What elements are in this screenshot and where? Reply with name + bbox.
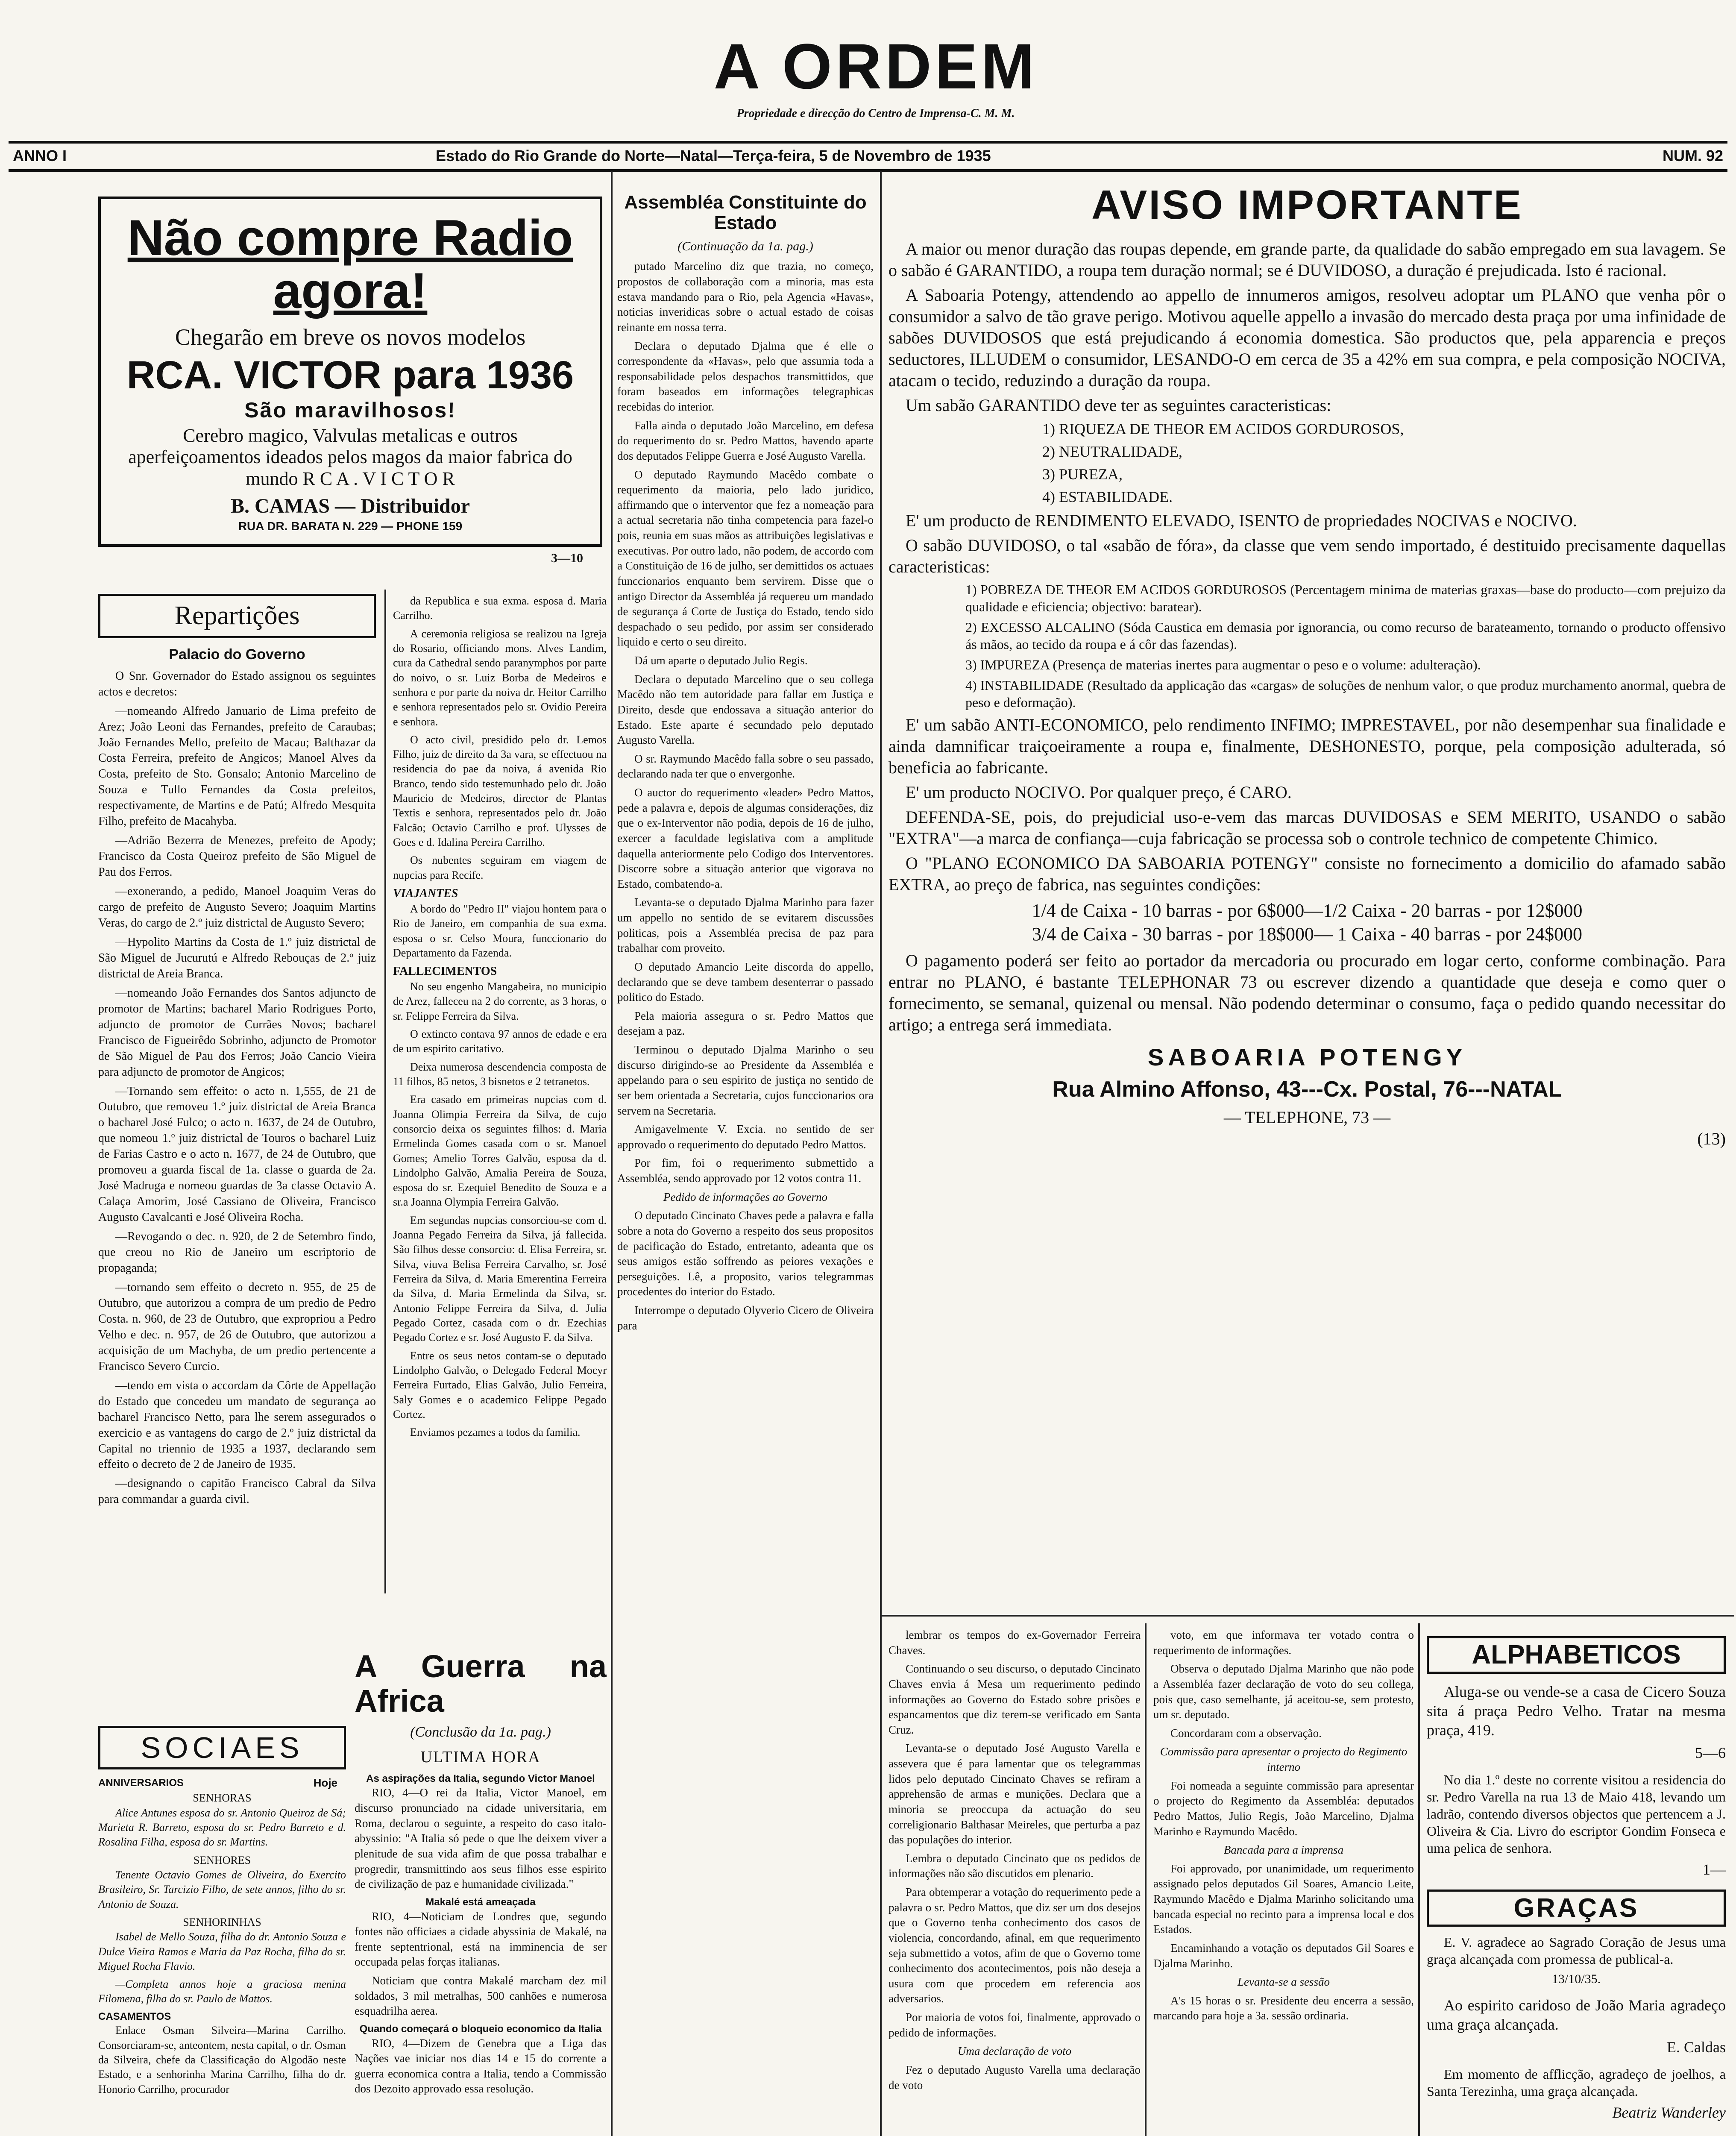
classified-code: 1—	[1703, 1860, 1726, 1878]
today-label: Hoje	[313, 1776, 337, 1790]
paragraph: Interrompe o deputado Olyverio Cicero de Oliveira para	[617, 1304, 874, 1332]
viajantes-heading: VIAJANTES	[393, 886, 458, 900]
radio-advertisement	[98, 197, 602, 547]
paragraph: Continuando o seu discurso, o deputado Cincinato Chaves envia á Mesa um requerimento pedindo informações ao Governo do Estado sobre prisões e espancamentos que diz terem-se verificado em Santa Cruz.	[889, 1662, 1141, 1736]
falecimentos-heading: FALLECIMENTOS	[393, 965, 497, 978]
radio-ad-code: 3—10	[551, 551, 583, 565]
casamentos-label: CASAMENTOS	[98, 2010, 171, 2022]
column-rule	[384, 590, 386, 1593]
aviso-code: (13)	[1697, 1129, 1726, 1148]
paragraph: Levanta-se o deputado Djalma Marinho para fazer um appello no sentido de se evitarem discussões politicas, pois a Assembléa precisa de paz para trabalhar com proveito.	[617, 896, 874, 955]
paragraph: Em momento de afflicção, agradeço de joelhos, a Santa Terezinha, uma graça alcançada.	[1427, 2066, 1726, 2099]
list-item: 4) INSTABILIDADE (Resultado da applicação das «cargas» de soluções de nenhum valor, o que produz murchamento anormal, quebra de peso e deformação).	[965, 678, 1726, 710]
subheading: Bancada para a imprensa	[1223, 1843, 1344, 1857]
paragraph: A Saboaria Potengy, attendendo ao appello de innumeros amigos, resolveu adoptar um PLANO que venha pôr o consumidor a salvo de tão grave perigo. Motivou aquelle appello a invasão do mercado desta praça por uma infinidade de sabões DUVIDOSOS que está prejudicando á economia domestica. São productos que, pela apparencia e preços seductores, ILLUDEM o consumidor, LESANDO-O em cerca de 35 a 42% em sua compra, e pela composição NOCIVA, atacam o tecido, reduzindo a duração da roupa.	[889, 285, 1726, 390]
paragraph: O sabão DUVIDOSO, o tal «sabão de fóra», da classe que vem sendo importado, é destituido precisamente daquellas caracteristicas:	[889, 536, 1726, 576]
dateline: Estado do Rio Grande do Norte—Natal—Terça-feira, 5 de Novembro de 1935	[436, 147, 991, 164]
paragraph: O "PLANO ECONOMICO DA SABOARIA POTENGY" consiste no fornecimento a domicilio do afamado sabão EXTRA, ao preço de fabrica, nas seguintes condições:	[889, 854, 1726, 894]
paragraph: Dá um aparte o deputado Julio Regis.	[634, 654, 808, 667]
paragraph: E' um sabão ANTI-ECONOMICO, pelo rendimento INFIMO; IMPRESTAVEL, por não desempenhar sua finalidade e ainda damnificar traiçoeiramente a roupa e, finalmente, DESHONESTO, porque, pela composição adulterada, só beneficia ao fabricante.	[889, 715, 1726, 777]
paragraph: A ceremonia religiosa se realizou na Igreja do Rosario, officiando mons. Alves Landim, cura da Cathedral sendo paranymphos por parte do noivo, o sr. Luiz Borba de Medeiros e senhora e por parte da noiva dr. Heitor Carrilho e senhora representados pelo sr. Ovidio Pereira e senhora.	[393, 627, 607, 728]
classified-code: 5—6	[1695, 1744, 1726, 1761]
paragraph: O pagamento poderá ser feito ao portador da mercadoria ou procurado em logar certo, conforme combinação. Para entrar no PLANO, é bastante TELEPHONAR 73 ou escrever dizendo a quantidade que deseja e como quer o fornecimento, se semanal, quizenal ou mensal. Não podendo determinar o consumo, faça o pedido quando necessitar do artigo; a entrega será immediata.	[889, 951, 1726, 1034]
aviso-address: Rua Almino Affonso, 43---Cx. Postal, 76---NATAL	[1052, 1077, 1562, 1102]
paragraph: Lembra o deputado Cincinato que os pedidos de informações não são discutidos em plenario.	[889, 1851, 1141, 1880]
paragraph: O deputado Raymundo Macêdo combate o requerimento da maioria, pelo lado juridico, affirmando que o interventor que fez a nomeação para a actual secretaria não tinha competencia para fazel-o pois, reunia em suas mãos as attribuições legislativas e executivas. Por outro lado, não podem, de accordo com a Constituição de 16 de julho, ser demittidos os actuaes funccionarios enquanto bem servirem. Disse que o antigo Director da Assembléa já requereu um mandado de segurança á Corte de Justiça do Estado, tendo sido despachado o seu pedido, por assim ser considerado liquido e certo o seu direito.	[617, 468, 874, 648]
paragraph: —Tornando sem effeito: o acto n. 1,555, de 21 de Outubro, que removeu 1.º juiz districtal de Areia Branca o bacharel José Fulco; o acto n. 1637, de 24 de Outubro, que nomeou 1.º juiz districtal de Touros o bacharel Luiz de Farias Castro e o acto n. 1677, de 24 de Outubro, que promoveu a guarda fiscal de 1a. classe o guarda de 2a. José Madruga e nomeou guardas de 3a classe Octavio A. Calaça Amorim, José Cassiano de Oliveira, Francisco Augusto Cavalcanti e José Oliveira Rocha.	[98, 1084, 376, 1224]
list-item: 1) RIQUEZA DE THEOR EM ACIDOS GORDUROSOS,	[1042, 420, 1404, 437]
paragraph: voto, em que informava ter votado contra o requerimento de informações.	[1153, 1628, 1414, 1657]
reparticoes-heading: Repartições	[98, 594, 376, 638]
subheading: Levanta-se a sessão	[1237, 1975, 1330, 1989]
alphabeticos-heading: ALPHABETICOS	[1427, 1636, 1726, 1674]
dateline-bar	[9, 141, 1727, 172]
paragraph: A bordo do "Pedro II" viajou hontem para o Rio de Janeiro, em companhia de sua exma. esposa o sr. Celso Moura, funccionario do Departamento da Fazenda.	[393, 902, 607, 959]
paragraph: No dia 1.º deste no corrente visitou a residencia do sr. Pedro Varella na rua 13 de Maio 418, levando um ladrão, contendo diversos objectos que pertencem a J. Oliveira & Cia. Livro do escriptor Gondim Fonseca e uma pelica de senhora.	[1427, 1772, 1726, 1856]
paragraph: Encaminhando a votação os deputados Gil Soares e Djalma Marinho.	[1153, 1941, 1414, 1970]
paragraph: DEFENDA-SE, pois, do prejudicial uso-e-vem das marcas DUVIDOSAS e SEM MERITO, USANDO o sabão "EXTRA"—a marca de confiança—cuja fabricação se processa sob o controle technico de competente Chimico.	[889, 807, 1726, 848]
radio-ad-address: RUA DR. BARATA N. 229 — PHONE 159	[238, 519, 463, 533]
paragraph: Enviamos pezames a todos da familia.	[410, 1426, 581, 1439]
paragraph: Terminou o deputado Djalma Marinho o seu discurso dirigindo-se ao Presidente da Assembléa e appelando para o seu espirito de justiça no sentido de ser bem orientada a Secretaria, cujos funccionarios ora servem na Secretaria.	[617, 1043, 874, 1117]
assembleia-continued-column	[889, 1628, 1141, 2136]
list-item: 2) EXCESSO ALCALINO (Sóda Caustica em demasia por ignorancia, ou como recurso de barateamento, tornando o producto offensivo ás mãos, ao tecido da roupa e á côr das fazendas).	[965, 619, 1726, 652]
section-rule	[880, 1615, 1734, 1617]
paragraph: Um sabão GARANTIDO deve ter as seguintes caracteristicas:	[906, 396, 1331, 415]
sociaes-heading: SOCIAES	[98, 1726, 346, 1769]
paragraph: Foi approvado, por unanimidade, um requerimento assignado pelos deputados Gil Soares, Amancio Leite, Raymundo Macêdo e Djalma Marinho solicitando uma bancada especial no recinto para a imprensa local e dos Estados.	[1153, 1862, 1414, 1936]
radio-ad-distributor: B. CAMAS — Distribuidor	[230, 494, 470, 517]
subheading: Pedido de informações ao Governo	[663, 1190, 827, 1203]
paragraph: Para obtemperar a votação do requerimento pede a palavra o sr. Pedro Mattos, que diz ser um dos desejos que o Governo tenha conhecimento dos casos de violencia, concordando, afinal, em que requerimento seja submettido a votos, afim de que o Governo tome conhecimento dos acontecimentos, pois não deseja a usura com que procedem em referencia aos adversarios.	[889, 1886, 1141, 2005]
social-notes-column	[393, 594, 607, 1576]
paragraph: —nomeando Alfredo Januario de Lima prefeito de Arez; João Leoni das Fernandes, prefeito de Caraubas; João Fernandes Mello, prefeito de Macau; Balthazar da Costa Ferreira, prefeito de Angicos; Manoel Alves da Costa, prefeito de Sto. Gonsalo; Antonio Marcelino de Souza e Tullo Fernandes da Costa prefeitos, respectivamente, de Martins e de Patú; Alfredo Mesquita Filho, prefeito de Macahyba.	[98, 704, 376, 828]
paragraph: Tenente Octavio Gomes de Oliveira, do Exercito Brasileiro, Sr. Tarcizio Filho, de sete annos, filho do sr. Antonio de Souza.	[98, 1868, 346, 1910]
paragraph: Foi nomeada a seguinte commissão para apresentar o projecto do Regimento da Assembléa: deputados Pedro Mattos, Julio Regis, João Marcelino, Djalma Marinho e Raymundo Macêdo.	[1153, 1779, 1414, 1838]
list-item: 1) POBREZA DE THEOR EM ACIDOS GORDUROSOS (Percentagem minima de materias graxas—base do producto—com prejuizo da qualidade e eficiencia; objectivo: baratear).	[965, 582, 1726, 614]
paragraph: O acto civil, presidido pelo dr. Lemos Filho, juiz de direito da 3a vara, se effectuou na residencia do pae da noiva, á avenida Rio Branco, tendo sido testemunhado pelo dr. João Mauricio de Medeiros, director de Plantas Textis e senhora, representados pelo dr. João Falcão; Octavio Carrilho e prof. Ulysses de Goes e d. Idalina Pereira Carrilho.	[393, 733, 607, 848]
paragraph: E' um producto de RENDIMENTO ELEVADO, ISENTO de propriedades NOCIVAS e NOCIVO.	[906, 511, 1577, 530]
year-label: ANNO I	[13, 147, 67, 164]
paragraph: Noticiam que contra Makalé marcham dez mil soldados, 3 mil metralhas, 500 canhões e numerosa esquadrilha aerea.	[355, 1974, 607, 2018]
paragraph: A maior ou menor duração das roupas depende, em grande parte, da qualidade do sabão empregado em sua lavagem. Se o sabão é GARANTIDO, a roupa tem duração normal; se é DUVIDOSO, a duração é prejudicada. Isto é racional.	[889, 239, 1726, 280]
paragraph: RIO, 4—O rei da Italia, Victor Manoel, em discurso pronunciado na cidade universitaria, em Roma, declarou o seguinte, a respeito do caso italo-abyssinio: "A Italia só pede o que lhe deixem viver a plenitude de sua vida afim de que possa trabalhar e progredir, transmittindo aos seus filhos esse espirito de civilização de paz e humanidade civilizada."	[355, 1786, 607, 1891]
paragraph: E' um producto NOCIVO. Por qualquer preço, é CARO.	[906, 783, 1292, 802]
aviso-company: SABOARIA POTENGY	[1148, 1044, 1466, 1071]
paragraph: da Republica e sua exma. esposa d. Maria Carrilho.	[393, 595, 607, 622]
senhores-label: SENHORES	[193, 1854, 251, 1866]
paragraph: Deixa numerosa descendencia composta de 11 filhos, 85 netos, 3 bisnetos e 2 tetranetos.	[393, 1060, 607, 1088]
guerra-africa-article	[355, 1649, 607, 2136]
paragraph: Falla ainda o deputado João Marcelino, em defesa do requerimento do sr. Pedro Mattos, havendo aparte dos deputados Felippe Guerra e José Augusto Varella.	[617, 419, 874, 462]
paragraph: O auctor do requerimento «leader» Pedro Mattos, pede a palavra e, depois de algumas considerações, diz que o ex-Interventor não podia, depois de 16 de julho, exercer a faculdade legislativa com a amplitude daquella anteriormente pelo Codigo dos Interventores. Discorre sobre a situação anterior que vigorava no Estado, combatendo-a.	[617, 786, 874, 890]
paragraph: putado Marcelino diz que trazia, no começo, propostos de collaboração com a minoria, mas esta estava mandando para o Rio, pela Agencia «Havas», noticias inveridicas sobre o actual estado de coisas reinante em nossa terra.	[617, 260, 874, 334]
paragraph: O deputado Amancio Leite discorda do appello, declarando que se deve tambem desenterrar o passado politico do Estado.	[617, 960, 874, 1004]
aviso-phone: — TELEPHONE, 73 —	[1223, 1108, 1391, 1127]
paragraph: Fez o deputado Augusto Varella uma declaração de voto	[889, 2063, 1141, 2092]
paragraph: RIO, 4—Noticiam de Londres que, segundo fontes não officiaes a cidade abyssinia de Makalé, na frente septentrional, está na imminencia de ser occupada pelas forças italianas.	[355, 1910, 607, 1969]
gracas-signature: Beatriz Wanderley	[1612, 2104, 1726, 2121]
guerra-label: ULTIMA HORA	[420, 1748, 541, 1766]
list-item: 2) NEUTRALIDADE,	[1042, 443, 1182, 460]
paragraph: Observa o deputado Djalma Marinho que não pode a Assembléa fazer declaração de voto do seu collega, pois que, caso semelhante, já aceitou-se, sem protesto, um sr. deputado.	[1153, 1662, 1414, 1721]
gracas-date: 13/10/35.	[1551, 1972, 1601, 1986]
paragraph: Declara o deputado Djalma que é elle o correspondente da «Havas», pelo que assumia toda a responsabilidade pelos despachos transmittidos, que foram baseados em informações telegraphicas recebidas do interior.	[617, 339, 874, 413]
paragraph: —Hypolito Martins da Costa de 1.º juiz districtal de São Miguel de Jucurutú e Alfredo Rebouças de 2.º juiz districtal de Areia Branca.	[98, 935, 376, 980]
paragraph: Ao espirito caridoso de João Maria agradeço uma graça alcançada.	[1427, 1996, 1726, 2033]
assembleia-continued-column-2	[1153, 1628, 1414, 2136]
paragraph: —Revogando o dec. n. 920, de 2 de Setembro findo, que creou no Rio de Janeiro um escriptorio de propaganda;	[98, 1230, 376, 1275]
assembleia-column	[617, 192, 874, 2136]
paragraph: Por maioria de votos foi, finalmente, approvado o pedido de informações.	[889, 2011, 1141, 2039]
paragraph: Isabel de Mello Souza, filha do dr. Antonio Souza e Dulce Vieira Ramos e Maria da Paz Rocha, filha do sr. Miguel Rocha Flavio.	[98, 1931, 346, 1972]
radio-ad-headline: Não compre Radio agora!	[127, 210, 573, 319]
paragraph: —nomeando João Fernandes dos Santos adjuncto de promotor de Martins; bacharel Mario Rodrigues Porto, adjuncto de promotor de Currães Novos; bacharel Francisco de Figueirêdo Sobrinho, adjuncto de Promotor de São Miguel de Pau dos Ferros; João Cancio Vieira para adjuncto de promotor de Angicos;	[98, 986, 376, 1079]
paragraph: O deputado Cincinato Chaves pede a palavra e falla sobre a nota do Governo a respeito dos seus propositos de pacificação do Estado, entretanto, adeanta que os seus amigos estão soffrendo as peiores vexações e perseguições. Lê, a proposito, varios telegrammas procedentes do interior do Estado.	[617, 1209, 874, 1298]
column-rule	[880, 171, 882, 2136]
reparticoes-subheading: Palacio do Governo	[169, 646, 305, 663]
paragraph: A's 15 horas o sr. Presidente deu encerra a sessão, marcando para hoje a 3a. sessão ordinaria.	[1153, 1994, 1414, 2022]
radio-ad-tagline: São maravilhosos!	[244, 398, 456, 422]
column-rule	[611, 171, 613, 2136]
aviso-advertisement	[889, 179, 1726, 1606]
list-item: 4) ESTABILIDADE.	[1042, 488, 1173, 505]
paragraph: —designando o capitão Francisco Cabral da Silva para commandar a guarda civil.	[98, 1477, 376, 1506]
paragraph: Era casado em primeiras nupcias com d. Joanna Olimpia Ferreira da Silva, de cujo consorcio deixa os seguintes filhos: d. Maria Ermelinda Gomes casada com o sr. Manoel Gomes; Amelio Torres Galvão, esposa da d. Lindolpho Galvão, Amalia Pereira de Souza, esposa do sr. Ezequiel Benedito de Souza e a sr.a Joanna Olympia Ferreira Galvão.	[393, 1093, 607, 1209]
paragraph: Pela maioria assegura o sr. Pedro Mattos que desejam a paz.	[617, 1009, 874, 1038]
guerra-continuation: (Conclusão da 1a. pag.)	[410, 1724, 551, 1740]
paragraph: lembrar os tempos do ex-Governador Ferreira Chaves.	[889, 1628, 1141, 1657]
paragraph: —tornando sem effeito o decreto n. 955, de 25 de Outubro, que autorizou a compra de um predio de Pedro Costa. n. 960, de 23 de Outubro, que expropriou a Pedro Velho e dec. n. 957, de 26 de Outubro, que autorizou a acquisição de um Machyba, de um predio pertencente a Francisco Severo Curcio.	[98, 1280, 376, 1373]
gracas-signature: E. Caldas	[1667, 2038, 1726, 2056]
radio-ad-body: Cerebro magico, Valvulas metalicas e outros aperfeiçoamentos ideados pelos magos da maior fabrica do mundo R C A . V I C T O R	[128, 425, 572, 489]
paragraph: Entre os seus netos contam-se o deputado Lindolpho Galvão, o Delegado Federal Mocyr Ferreira Furtado, Elias Galvão, Julio Ferreira, Saly Gomes e o academico Felippe Pegado Cortez.	[393, 1349, 607, 1420]
column-rule	[1145, 1623, 1147, 2136]
masthead-title: A ORDEM	[713, 30, 1038, 102]
paragraph: —Completa annos hoje a graciosa menina Filomena, filha do sr. Paulo de Mattos.	[98, 1978, 346, 2005]
paragraph: O sr. Raymundo Macêdo falla sobre o seu passado, declarando nada ter que o envergonhe.	[617, 752, 874, 780]
subheading: Uma declaração de voto	[957, 2045, 1072, 2058]
paragraph: Declara o deputado Marcelino que o seu collega Macêdo não tem autoridade para fallar em Justiça e Direito, desde que endossava a situação anterior do Estado. Este aparte é secundado pelo deputado Augusto Varella.	[617, 672, 874, 747]
radio-ad-line: Chegarão em breve os novos modelos	[175, 324, 526, 350]
paragraph: Levanta-se o deputado José Augusto Varella e assevera que é para lamentar que os telegrammas lidos pelo deputado Cincinato Chaves se refiram a apprehensão de armas e munições. Declara que a minoria se preoccupa da actuação do seu correligionario Balthasar Meireles, que perturba a paz das populações do interior.	[889, 1742, 1141, 1846]
guerra-subhead: As aspirações da Italia, segundo Victor Manoel	[366, 1772, 595, 1784]
paragraph: Alice Antunes esposa do sr. Antonio Queiroz de Sá; Marieta R. Barreto, esposa do sr. Pedro Barreto e d. Rosalina Filha, esposa do sr. Martins.	[98, 1806, 346, 1848]
assembleia-heading: Assembléa Constituinte do Estado	[624, 192, 867, 234]
anniversaries-label: ANNIVERSARIOS	[98, 1777, 184, 1789]
classifieds-column	[1427, 1636, 1726, 2136]
list-item: 3) IMPUREZA (Presença de materias inertes para augmentar o peso e o volume: adulteração).	[965, 657, 1481, 672]
gracas-heading: GRAÇAS	[1427, 1890, 1726, 1927]
senhoras-label: SENHORAS	[193, 1792, 252, 1804]
paragraph: Enlace Osman Silveira—Marina Carrilho. Consorciaram-se, anteontem, nesta capital, o dr. Osman da Silveira, chefe da Classificação do Algodão neste Estado, e a senhorinha Marina Carrilho, filha do dr. Honorio Carrilho, procurador	[98, 2024, 346, 2095]
subheading: Commissão para apresentar o projecto do Regimento interno	[1160, 1745, 1408, 1773]
aviso-headline: AVISO IMPORTANTE	[1091, 182, 1523, 228]
price-line: 1/4 de Caixa - 10 barras - por 6$000—1/2 Caixa - 20 barras - por 12$000	[1032, 900, 1583, 921]
paragraph: Por fim, foi o requerimento submettido a Assembléa, sendo approvado por 12 votos contra 11.	[617, 1156, 874, 1185]
radio-ad-brand: RCA. VICTOR para 1936	[126, 353, 574, 397]
paragraph: —exonerando, a pedido, Manoel Joaquim Veras do cargo de prefeito de Augusto Severo; Joaquim Martins Veras, do cargo de 2.º juiz districtal de Augusto Severo;	[98, 885, 376, 930]
issue-number: NUM. 92	[1662, 147, 1723, 164]
paragraph: Concordaram com a observação.	[1170, 1726, 1322, 1740]
paragraph: —tendo em vista o accordam da Côrte de Appellação do Estado que concedeu um mandato de segurança ao bacharel Francisco Netto, para lhe serem assegurados o exercicio e as vantagens do cargo de 2.º juiz districtal da Capital no triennio de 1935 a 1937, declarando sem effeito o decreto de 2 de Janeiro de 1935.	[98, 1379, 376, 1471]
guerra-subhead: Quando começará o bloqueio economico da Italia	[359, 2023, 602, 2035]
sociaes-column	[98, 1726, 346, 2136]
paragraph: No seu engenho Mangabeira, no municipio de Arez, falleceu na 2 do corrente, as 3 horas, o sr. Felippe Ferreira da Silva.	[393, 980, 607, 1022]
paragraph: Os nubentes seguiram em viagem de nupcias para Recife.	[393, 854, 607, 881]
list-item: 3) PUREZA,	[1042, 466, 1123, 483]
paragraph: Amigavelmente V. Excia. no sentido de ser approvado o requerimento do deputado Pedro Mattos.	[617, 1123, 874, 1151]
paragraph: O Snr. Governador do Estado assignou os seguintes actos e decretos:	[98, 669, 376, 698]
paragraph: RIO, 4—Dizem de Genebra que a Liga das Nações vae iniciar nos dias 14 e 15 do corrente a guerra economica contra a Italia, tendo a Commissão dos Dezoito approvado essa resolução.	[355, 2036, 607, 2095]
paragraph: E. V. agradece ao Sagrado Coração de Jesus uma graça alcançada com promessa de publical-a.	[1427, 1934, 1726, 1967]
guerra-headline: A Guerra na Africa	[355, 1649, 607, 1719]
assembleia-continuation: (Continuação da 1a. pag.)	[677, 239, 813, 253]
column-rule	[1418, 1623, 1420, 2136]
masthead-subtitle: Propriedade e direcção do Centro de Imprensa-C. M. M.	[736, 107, 1015, 120]
paragraph: Aluga-se ou vende-se a casa de Cicero Souza sita á praça Pedro Velho. Tratar na mesma praça, 419.	[1427, 1683, 1726, 1739]
guerra-subhead: Makalé está ameaçada	[425, 1896, 536, 1908]
paragraph: O extincto contava 97 annos de edade e era de um espirito caritativo.	[393, 1028, 607, 1055]
paragraph: —Adrião Bezerra de Menezes, prefeito de Apody; Francisco da Costa Queiroz prefeito de São Miguel de Pau dos Ferros.	[98, 834, 376, 879]
paragraph: Em segundas nupcias consorciou-se com d. Joanna Pegado Ferreira da Silva, já fallecida. São filhos desse consorcio: d. Elisa Ferreira, sr. Silva, viuva Belisa Ferreira Carvalho, sr. José Ferreira da Silva, d. Maria Emerentina Ferreira da Silva, d. Maria Ermelinda da Silva, sr. Antonio Felippe Ferreira da Silva, d. Julia Pegado Cortez, casada com o dr. Ezechias Pegado Cortez e sr. José Augusto F. da Silva.	[393, 1214, 607, 1344]
senhoritas-label: SENHORINHAS	[183, 1916, 261, 1928]
price-line: 3/4 de Caixa - 30 barras - por 18$000— 1 Caixa - 40 barras - por 24$000	[1032, 924, 1582, 945]
reparticoes-column	[98, 594, 376, 1585]
